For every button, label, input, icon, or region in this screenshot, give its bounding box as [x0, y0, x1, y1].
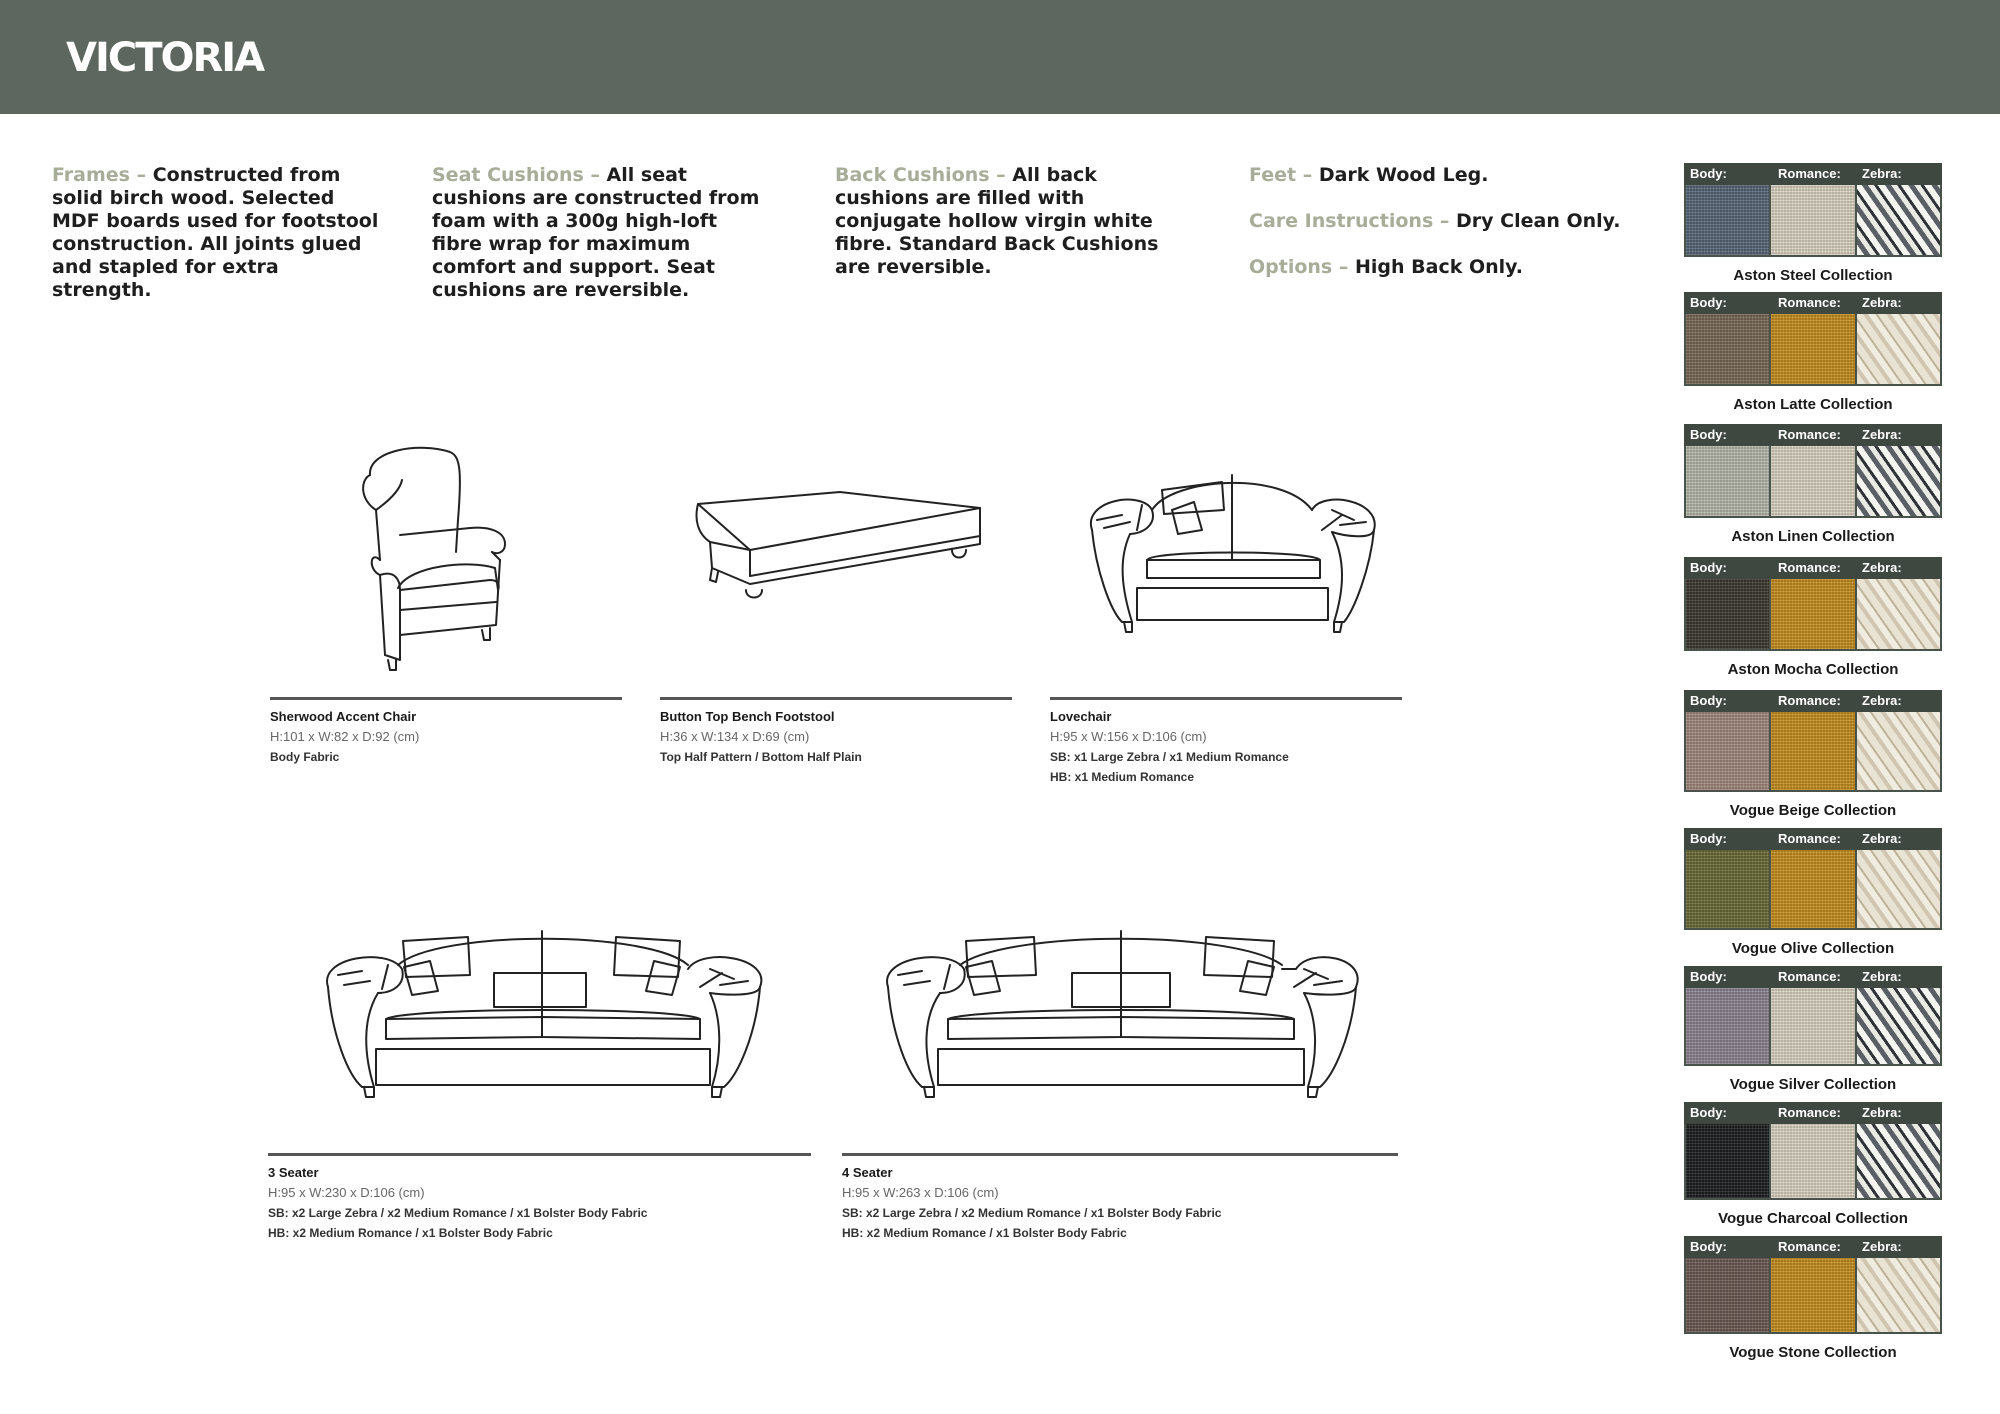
swatch-fabric-row: [1684, 314, 1942, 386]
swatch-body-label: Body:: [1690, 427, 1727, 442]
lovechair-name: Lovechair: [1050, 709, 1112, 724]
spec-care-text: Dry Clean Only.: [1456, 210, 1621, 232]
lovechair-note-sb: SB: x1 Large Zebra / x1 Medium Romance: [1050, 750, 1289, 764]
spec-options-label: Options: [1249, 256, 1333, 278]
three-seater-note-sb: SB: x2 Large Zebra / x2 Medium Romance / x1 Bolster Body Fabric: [268, 1206, 648, 1220]
spec-feet-label: Feet: [1249, 164, 1297, 186]
swatch-aston-linen: [1684, 424, 1942, 545]
footstool-illustration: [690, 480, 990, 630]
collection-name: Vogue Stone Collection: [1729, 1344, 1897, 1361]
body-fabric-swatch: [1686, 579, 1771, 649]
swatch-fabric-row: [1684, 446, 1942, 518]
swatch-aston-mocha: [1684, 557, 1942, 678]
swatch-header: [1684, 828, 1942, 850]
body-fabric-swatch: [1686, 712, 1771, 790]
swatch-header: [1684, 292, 1942, 314]
romance-fabric-swatch: [1771, 446, 1856, 516]
swatch-zebra-label: Zebra:: [1862, 166, 1902, 181]
swatch-romance-label: Romance:: [1778, 831, 1841, 846]
chair-note: Body Fabric: [270, 750, 340, 764]
swatch-fabric-row: [1684, 185, 1942, 257]
swatch-body-label: Body:: [1690, 969, 1727, 984]
swatch-romance-label: Romance:: [1778, 969, 1841, 984]
zebra-fabric-swatch: [1857, 1124, 1940, 1198]
swatch-vogue-beige: [1684, 690, 1942, 819]
spec-seat-cushions: [432, 164, 762, 302]
four-seater-info: [842, 1163, 1398, 1243]
swatch-header: [1684, 163, 1942, 185]
footstool-dimensions: H:36 x W:134 x D:69 (cm): [660, 729, 810, 744]
swatch-romance-label: Romance:: [1778, 1239, 1841, 1254]
four-seater-illustration: [878, 925, 1364, 1105]
romance-fabric-swatch: [1771, 712, 1856, 790]
swatch-header: [1684, 690, 1942, 712]
swatch-zebra-label: Zebra:: [1862, 693, 1902, 708]
chair-dimensions: H:101 x W:82 x D:92 (cm): [270, 729, 420, 744]
swatch-fabric-row: [1684, 850, 1942, 930]
zebra-fabric-swatch: [1857, 712, 1940, 790]
swatch-zebra-label: Zebra:: [1862, 831, 1902, 846]
spec-seat-label: Seat Cushions: [432, 164, 584, 186]
lovechair-info: [1050, 707, 1402, 787]
swatch-zebra-label: Zebra:: [1862, 1239, 1902, 1254]
swatch-romance-label: Romance:: [1778, 427, 1841, 442]
swatch-header: [1684, 966, 1942, 988]
swatch-body-label: Body:: [1690, 560, 1727, 575]
spec-frames: [52, 164, 382, 302]
zebra-fabric-swatch: [1857, 1258, 1940, 1332]
collection-name: Aston Mocha Collection: [1727, 661, 1899, 678]
spec-seat-sep: –: [590, 164, 600, 186]
zebra-fabric-swatch: [1857, 185, 1940, 255]
zebra-fabric-swatch: [1857, 850, 1940, 928]
swatch-body-label: Body:: [1690, 1239, 1727, 1254]
three-seater-info: [268, 1163, 811, 1243]
romance-fabric-swatch: [1771, 579, 1856, 649]
spec-options-sep: –: [1338, 256, 1349, 278]
four-seater-note-hb: HB: x2 Medium Romance / x1 Bolster Body Fabric: [842, 1226, 1127, 1240]
swatch-romance-label: Romance:: [1778, 693, 1841, 708]
swatch-fabric-row: [1684, 988, 1942, 1066]
lovechair-note-hb: HB: x1 Medium Romance: [1050, 770, 1195, 784]
four-seater-name: 4 Seater: [842, 1165, 893, 1180]
body-fabric-swatch: [1686, 185, 1771, 255]
spec-frames-label: Frames: [52, 164, 130, 186]
swatch-aston-steel: [1684, 163, 1942, 284]
spec-care: [1249, 210, 1649, 233]
spec-care-sep: –: [1439, 210, 1450, 232]
body-fabric-swatch: [1686, 314, 1771, 384]
footstool-name: Button Top Bench Footstool: [660, 709, 835, 724]
swatch-body-label: Body:: [1690, 295, 1727, 310]
body-fabric-swatch: [1686, 988, 1771, 1064]
spec-back-label: Back Cushions: [835, 164, 990, 186]
lovechair-dimensions: H:95 x W:156 x D:106 (cm): [1050, 729, 1207, 744]
swatch-header: [1684, 557, 1942, 579]
swatch-fabric-row: [1684, 1258, 1942, 1334]
four-seater-dimensions: H:95 x W:263 x D:106 (cm): [842, 1185, 999, 1200]
swatch-body-label: Body:: [1690, 693, 1727, 708]
swatch-zebra-label: Zebra:: [1862, 295, 1902, 310]
spec-frames-sep: –: [136, 164, 147, 186]
page-title: VICTORIA: [66, 35, 264, 81]
zebra-fabric-swatch: [1857, 988, 1940, 1064]
collection-name: Aston Steel Collection: [1733, 267, 1893, 284]
swatch-zebra-label: Zebra:: [1862, 969, 1902, 984]
romance-fabric-swatch: [1771, 988, 1856, 1064]
spec-back-text: All back cushions are filled with conjugate hollow virgin white fibre. Standard Back Cushions are reversible.: [835, 164, 1159, 278]
swatch-fabric-row: [1684, 579, 1942, 651]
collection-name: Vogue Olive Collection: [1731, 940, 1895, 957]
body-fabric-swatch: [1686, 1124, 1771, 1198]
three-seater-rule: [268, 1153, 811, 1156]
zebra-fabric-swatch: [1857, 579, 1940, 649]
chair-rule: [270, 697, 622, 700]
three-seater-name: 3 Seater: [268, 1165, 319, 1180]
spec-back-sep: –: [996, 164, 1006, 186]
swatch-body-label: Body:: [1690, 166, 1727, 181]
swatch-header: [1684, 1102, 1942, 1124]
three-seater-dimensions: H:95 x W:230 x D:106 (cm): [268, 1185, 425, 1200]
collection-name: Aston Latte Collection: [1733, 396, 1893, 413]
spec-back-cushions: [835, 164, 1190, 279]
swatch-zebra-label: Zebra:: [1862, 560, 1902, 575]
chair-name: Sherwood Accent Chair: [270, 709, 417, 724]
four-seater-rule: [842, 1153, 1398, 1156]
swatch-zebra-label: Zebra:: [1862, 427, 1902, 442]
zebra-fabric-swatch: [1857, 314, 1940, 384]
swatch-romance-label: Romance:: [1778, 166, 1841, 181]
spec-options-text: High Back Only.: [1355, 256, 1524, 278]
footstool-info: [660, 707, 1012, 767]
body-fabric-swatch: [1686, 446, 1771, 516]
lovechair-rule: [1050, 697, 1402, 700]
spec-feet-text: Dark Wood Leg.: [1318, 164, 1489, 186]
swatch-vogue-olive: [1684, 828, 1942, 957]
chair-info: [270, 707, 622, 767]
zebra-fabric-swatch: [1857, 446, 1940, 516]
body-fabric-swatch: [1686, 1258, 1771, 1332]
swatch-romance-label: Romance:: [1778, 295, 1841, 310]
spec-frames-text: Constructed from solid birch wood. Selected MDF boards used for footstool construction. All joints glued and stapled for extra strength.: [52, 164, 379, 301]
collection-name: Aston Linen Collection: [1731, 528, 1895, 545]
lovechair-illustration: [1082, 470, 1382, 640]
spec-feet-sep: –: [1302, 164, 1313, 186]
romance-fabric-swatch: [1771, 1258, 1856, 1332]
spec-care-label: Care Instructions: [1249, 210, 1434, 232]
swatch-header: [1684, 1236, 1942, 1258]
page-header: [0, 0, 2000, 114]
spec-seat-text: All seat cushions are constructed from foam with a 300g high-loft fibre wrap for maximum comfort and support. Seat cushions are reversible.: [432, 164, 760, 301]
romance-fabric-swatch: [1771, 185, 1856, 255]
chair-illustration: [340, 440, 540, 670]
four-seater-note-sb: SB: x2 Large Zebra / x2 Medium Romance / x1 Bolster Body Fabric: [842, 1206, 1222, 1220]
spec-misc: [1249, 164, 1649, 302]
collection-name: Vogue Charcoal Collection: [1718, 1210, 1908, 1227]
swatch-fabric-row: [1684, 1124, 1942, 1200]
swatch-header: [1684, 424, 1942, 446]
three-seater-note-hb: HB: x2 Medium Romance / x1 Bolster Body Fabric: [268, 1226, 553, 1240]
swatch-vogue-stone: [1684, 1236, 1942, 1361]
romance-fabric-swatch: [1771, 1124, 1856, 1198]
footstool-note: Top Half Pattern / Bottom Half Plain: [660, 750, 862, 764]
romance-fabric-swatch: [1771, 850, 1856, 928]
swatch-romance-label: Romance:: [1778, 560, 1841, 575]
collection-name: Vogue Silver Collection: [1729, 1076, 1897, 1093]
romance-fabric-swatch: [1771, 314, 1856, 384]
collection-name: Vogue Beige Collection: [1729, 802, 1897, 819]
swatch-vogue-silver: [1684, 966, 1942, 1093]
swatch-zebra-label: Zebra:: [1862, 1105, 1902, 1120]
swatch-fabric-row: [1684, 712, 1942, 792]
swatch-romance-label: Romance:: [1778, 1105, 1841, 1120]
swatch-body-label: Body:: [1690, 831, 1727, 846]
swatch-body-label: Body:: [1690, 1105, 1727, 1120]
three-seater-illustration: [318, 925, 768, 1105]
spec-options: [1249, 256, 1649, 279]
body-fabric-swatch: [1686, 850, 1771, 928]
swatch-vogue-charcoal: [1684, 1102, 1942, 1227]
footstool-rule: [660, 697, 1012, 700]
spec-feet: [1249, 164, 1649, 187]
swatch-aston-latte: [1684, 292, 1942, 413]
